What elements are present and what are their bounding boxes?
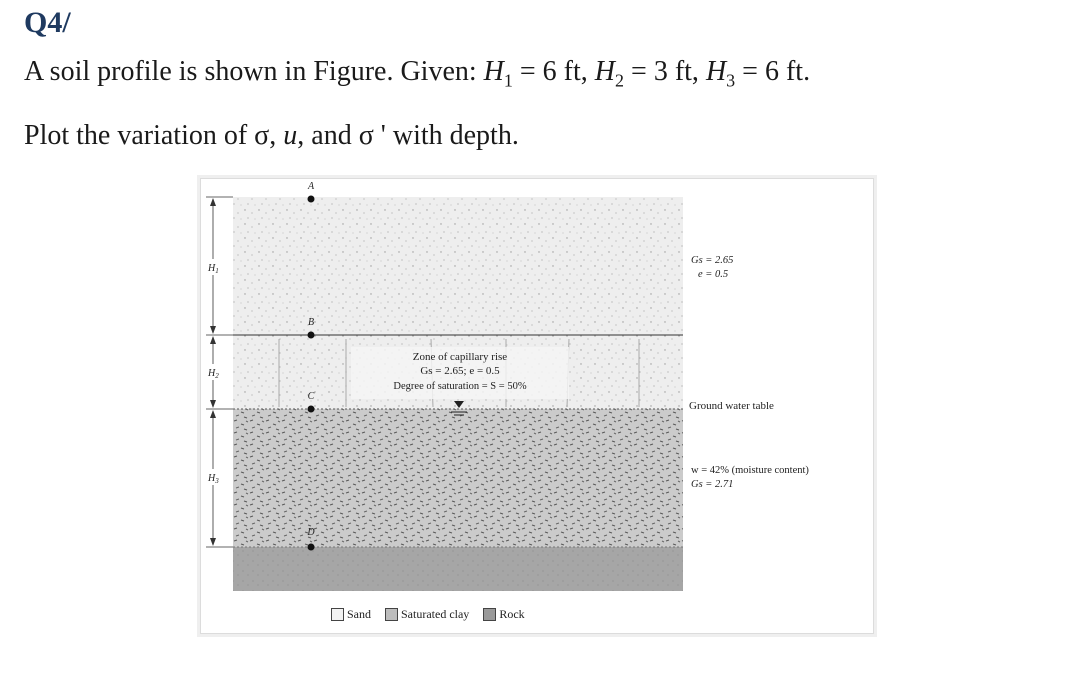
legend-item-clay: [385, 607, 469, 622]
soil-profile-diagram: [201, 179, 873, 633]
sand-e-label: e = 0.5: [698, 269, 729, 280]
task-statement: [24, 120, 519, 152]
sand-layer-dry: [233, 197, 683, 335]
clay-moisture-label: w = 42% (moisture content): [691, 465, 809, 476]
point-d-marker: [308, 544, 315, 551]
arrow-up-icon: [210, 336, 216, 344]
point-c-label: C: [307, 391, 315, 402]
rock-layer: [233, 547, 683, 591]
task-text-a: Plot the variation of σ,: [24, 120, 284, 151]
point-b-label: B: [307, 317, 315, 328]
legend-rock-label: Rock: [499, 607, 525, 621]
point-a-label: A: [307, 181, 315, 192]
clay-layer: [233, 409, 683, 547]
h1-value: = 6 ft,: [512, 56, 595, 87]
problem-statement: [24, 56, 810, 92]
legend-sand-label: Sand: [347, 607, 371, 621]
h1-symbol: H: [483, 56, 504, 87]
sand-gs-label: Gs = 2.65: [691, 255, 734, 266]
capillary-title: Zone of capillary rise: [412, 351, 508, 363]
arrow-up-icon: [210, 410, 216, 418]
capillary-saturation: Degree of saturation = S = 50%: [393, 381, 527, 392]
point-b-marker: [308, 332, 315, 339]
arrow-down-icon: [210, 538, 216, 546]
h3-dimension-label: $H_3$: [208, 473, 219, 485]
h1-subscript: 1: [503, 70, 513, 91]
figure-legend: [331, 607, 533, 622]
h2-subscript: 2: [615, 70, 625, 91]
h2-symbol: H: [594, 56, 616, 87]
point-a-marker: [308, 196, 315, 203]
legend-item-rock: [483, 607, 524, 622]
legend-clay-label: Saturated clay: [401, 607, 470, 621]
ground-water-table-label: Ground water table: [689, 400, 774, 412]
arrow-down-icon: [210, 400, 216, 408]
task-text-b: , and σ ' with depth.: [297, 120, 519, 151]
h3-value: = 6 ft.: [735, 56, 811, 87]
u-symbol: u: [283, 120, 298, 151]
h2-dimension-label: $H_2$: [208, 368, 219, 380]
clay-swatch: [385, 608, 398, 621]
question-number: Q4/: [24, 6, 71, 39]
point-d-label: D: [307, 527, 315, 538]
capillary-props: Gs = 2.65; e = 0.5: [420, 365, 500, 377]
clay-gs-label: Gs = 2.71: [691, 479, 734, 490]
h3-symbol: H: [705, 56, 727, 87]
rock-swatch: [483, 608, 496, 621]
statement-intro: A soil profile is shown in Figure. Given:: [24, 56, 484, 87]
h2-value: = 3 ft,: [624, 56, 706, 87]
h1-dimension-label: $H_1$: [208, 263, 219, 275]
arrow-up-icon: [210, 198, 216, 206]
point-c-marker: [308, 406, 315, 413]
legend-item-sand: [331, 607, 371, 622]
sand-swatch: [331, 608, 344, 621]
soil-profile-figure: [200, 178, 874, 634]
arrow-down-icon: [210, 326, 216, 334]
h3-subscript: 3: [726, 70, 736, 91]
